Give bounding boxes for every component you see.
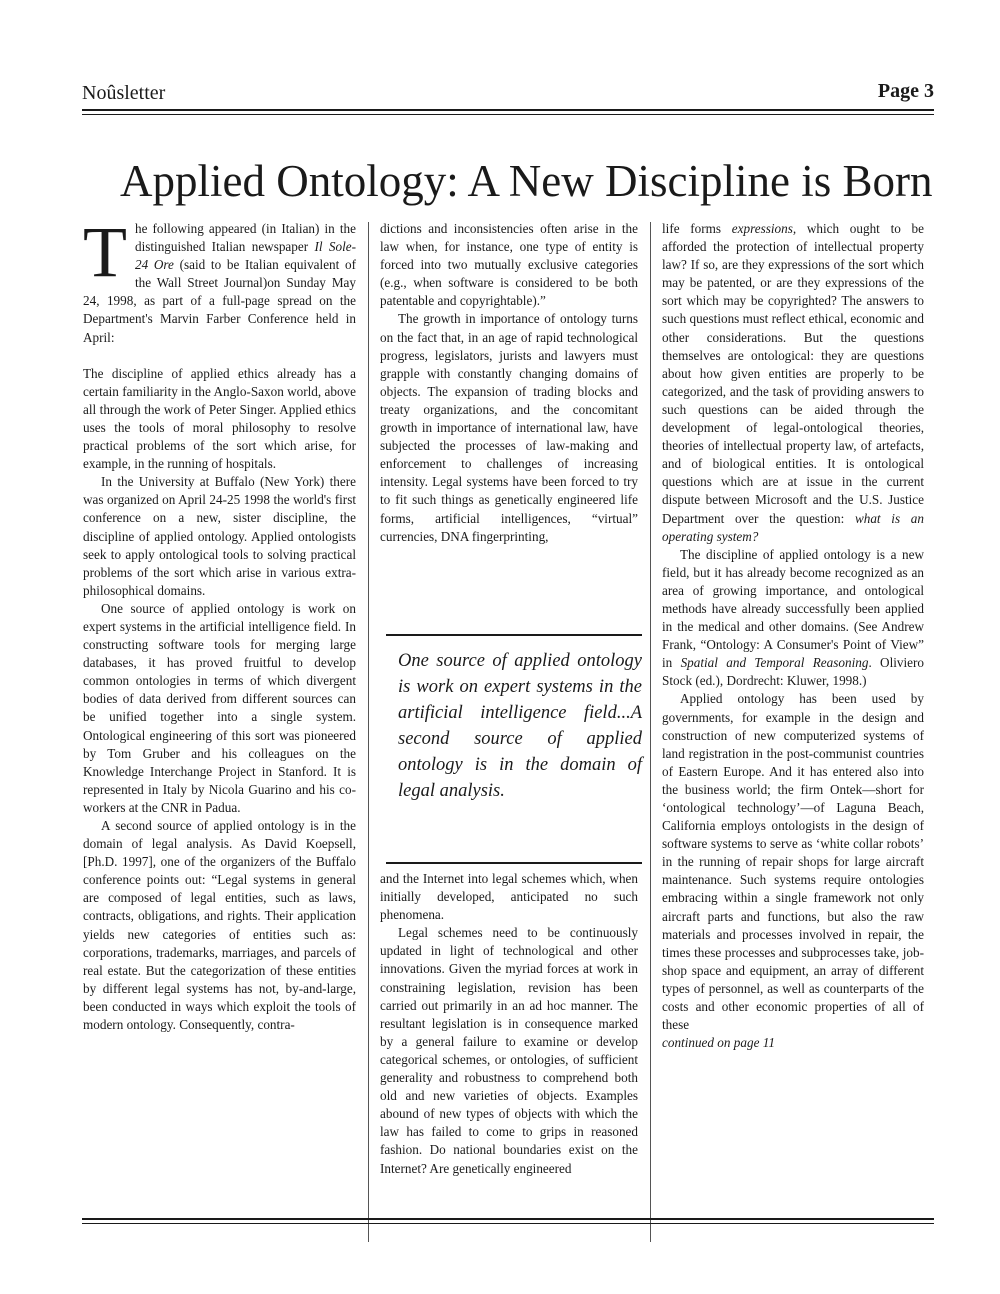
col2-paragraph-4: Legal schemes need to be continuously updated in light of technological and other innovations. Given the myriad forces at work in constraining legislation, revision has been carried out primarily in an ad hoc manner. The resultant legislation is in consequence marked by a general failure to examine or develop categorical schemes, or ontologies, of sufficient generality and robustness to comprehend both old and new varieties of objects. Examples abound of new types of objects with which the law has failed to come to grips in reasoned fashion. Do national boundaries exist on the Internet? Are genetically engineered [380, 925, 638, 1176]
col3-p2-text-a: The discipline of applied ontology is a new field, but it has already become recognized as an area of growing importance, and ontological methods have already successfully been applied in the medical and other domains. (See Andrew Frank, “Ontology: A Consumer's Point of View” in [662, 546, 924, 671]
col2-paragraph-1: dictions and inconsistencies often arise in the law when, for instance, one type of entity is forced into two mutually exclusive categories (e.g., when software is considered to be both patentable and copyrightable).” [380, 221, 638, 309]
column-1 [83, 212, 356, 1034]
col3-paragraph-1 [662, 220, 924, 546]
newsletter-name: Noûsletter [82, 82, 166, 104]
column-divider-2 [650, 222, 651, 1242]
col1-paragraph-1: The discipline of applied ethics already has a certain familiarity in the Anglo-Saxon world, above all through the work of Peter Singer. Applied ethics uses the tools of moral philosophy to resolve practical problems of the sort which arise, for example, in the running of hospitals. [83, 365, 356, 472]
page-number: Page 3 [877, 80, 934, 102]
column-3 [662, 220, 924, 1052]
col1-paragraph-2: In the University at Buffalo (New York) there was organized on April 24-25 1998 the world's first conference on a new, sister discipline, the discipline of applied ontology. Applied ontologists seek to apply ontological tools to solving practical problems of the sort which arise in various extra-philosophical domains. [83, 474, 356, 598]
intro-paragraph [83, 212, 356, 347]
col1-paragraph-4: A second source of applied ontology is in the domain of legal analysis. As David Koepsell, [Ph.D. 1997], one of the organizers of the Buffalo conference points out: “Legal systems in general are composed of legal entities, such as laws, contracts, obligations, and rights. Their application yields new categories of entities such as: corporations, trademarks, marriages, and parcels of real estate. But the categorization of these entities by different legal systems has not, by-and-large, been conducted in ways which exploit the tools of modern ontology. Consequently, contra- [83, 818, 356, 1033]
newspaper-name: Il Sole-24 Ore [134, 239, 356, 273]
footer-rule-thin [82, 1223, 934, 1224]
col2-paragraph-3: and the Internet into legal schemes which, when initially developed, anticipated no such phenomena. [380, 871, 638, 923]
intro-text-a: he following appeared (in Italian) in the distinguished Italian newspaper [134, 221, 356, 255]
article-title: Applied Ontology: A New Discipline is Born [120, 156, 933, 206]
footer-rule [82, 1218, 934, 1220]
col3-text-a: life forms [662, 221, 732, 236]
book-title: Spatial and Temporal Reasoning [680, 655, 869, 671]
col2-paragraph-2: The growth in importance of ontology turns on the fact that, in an age of rapid technological progress, legislators, jurists and lawyers must grapple with constantly changing domains of objects. The expansion of trading blocks and treaty organizations, and the concomitant growth in importance of international law, have subjected the processes of law-making and enforcement to challenges of increasing intensity. Legal systems have been forced to try to fit such things as genetically engineered life forms, artificial intelligences, “virtual” currencies, DNA fingerprinting, [380, 311, 638, 544]
header-rule-thin [82, 114, 934, 115]
continued-note [662, 1034, 924, 1052]
col3-paragraph-3: Applied ontology has been used by governments, for example in the design and construction of new computerized systems of land registration in the post-communist countries of Eastern Europe. And it has entered also into the business world; the firm Ontek—short for ‘ontological technology’—of Laguna Beach, California employs ontologists in the design of software systems to serve as ‘white collar robots’ in the running of repair shops for large aircraft maintenance. Such systems require ontologies embracing within a single framework not only aircraft parts and functions, but also the raw materials and processes involved in repair, the times these processes and subprocesses take, job-shop space and equipment, an array of different types of personnel, as well as counterparts of the costs and other economic properties of all of these [662, 691, 924, 1033]
continued-link: continued on page 11 [662, 1035, 775, 1051]
expressions-emphasis: expressions, [731, 221, 797, 236]
column-2-bottom [380, 870, 638, 1178]
intro-text-b: (said to be Italian equivalent of the Wall Street Journal)on Sunday May 24, 1998, as part of a full-page spread on the Department's Marvin Farber Conference held in April: [83, 257, 356, 345]
column-2-top [380, 220, 638, 546]
header-rule-thick [82, 109, 934, 111]
operating-system-question: what is an operating system? [662, 510, 924, 544]
column-divider-1 [368, 222, 369, 1242]
col3-text-b: which ought to be afforded the protection of intellectual property law? If so, are they expressions of the sort which may be patented, or are they expressions of the sort which may be copyrighted? The answers to such questions must reflect ethical, economic and other considerations. But the questions themselves are ontological: they are questions about how given entities are properly to be categorized, and the task of providing answers to such questions can be aided through the development of legal-ontological theories, theories of intellectual property law, of artefacts, and of biological entities. It is ontological questions which are at issue in the current dispute between Microsoft and the U.S. Justice Department over the question: [662, 221, 924, 526]
col3-p2-text-b: . Oliviero Stock (ed.), Dordrecht: Kluwer, 1998.) [662, 655, 924, 689]
pull-quote-text: One source of applied ontology is work on expert systems in the artificial intelligence field...A second source of applied ontology is in the domain of legal analysis. [398, 651, 642, 801]
col3-paragraph-2 [662, 546, 924, 691]
col1-paragraph-3: One source of applied ontology is work on expert systems in the artificial intelligence field. In constructing software tools for merging large databases, it has proved fruitful to develop common ontologies in terms of which divergent bodies of data derived from different sources can be unified together into a single system. Ontological engineering of this sort was pioneered by Tom Gruber and his colleagues on the Knowledge Interchange Project in Stanford. It is represented in Italy by Nicola Guarino and his co-workers at the CNR in Padua. [83, 600, 356, 815]
pull-quote [386, 634, 642, 864]
drop-cap: T [83, 212, 127, 292]
